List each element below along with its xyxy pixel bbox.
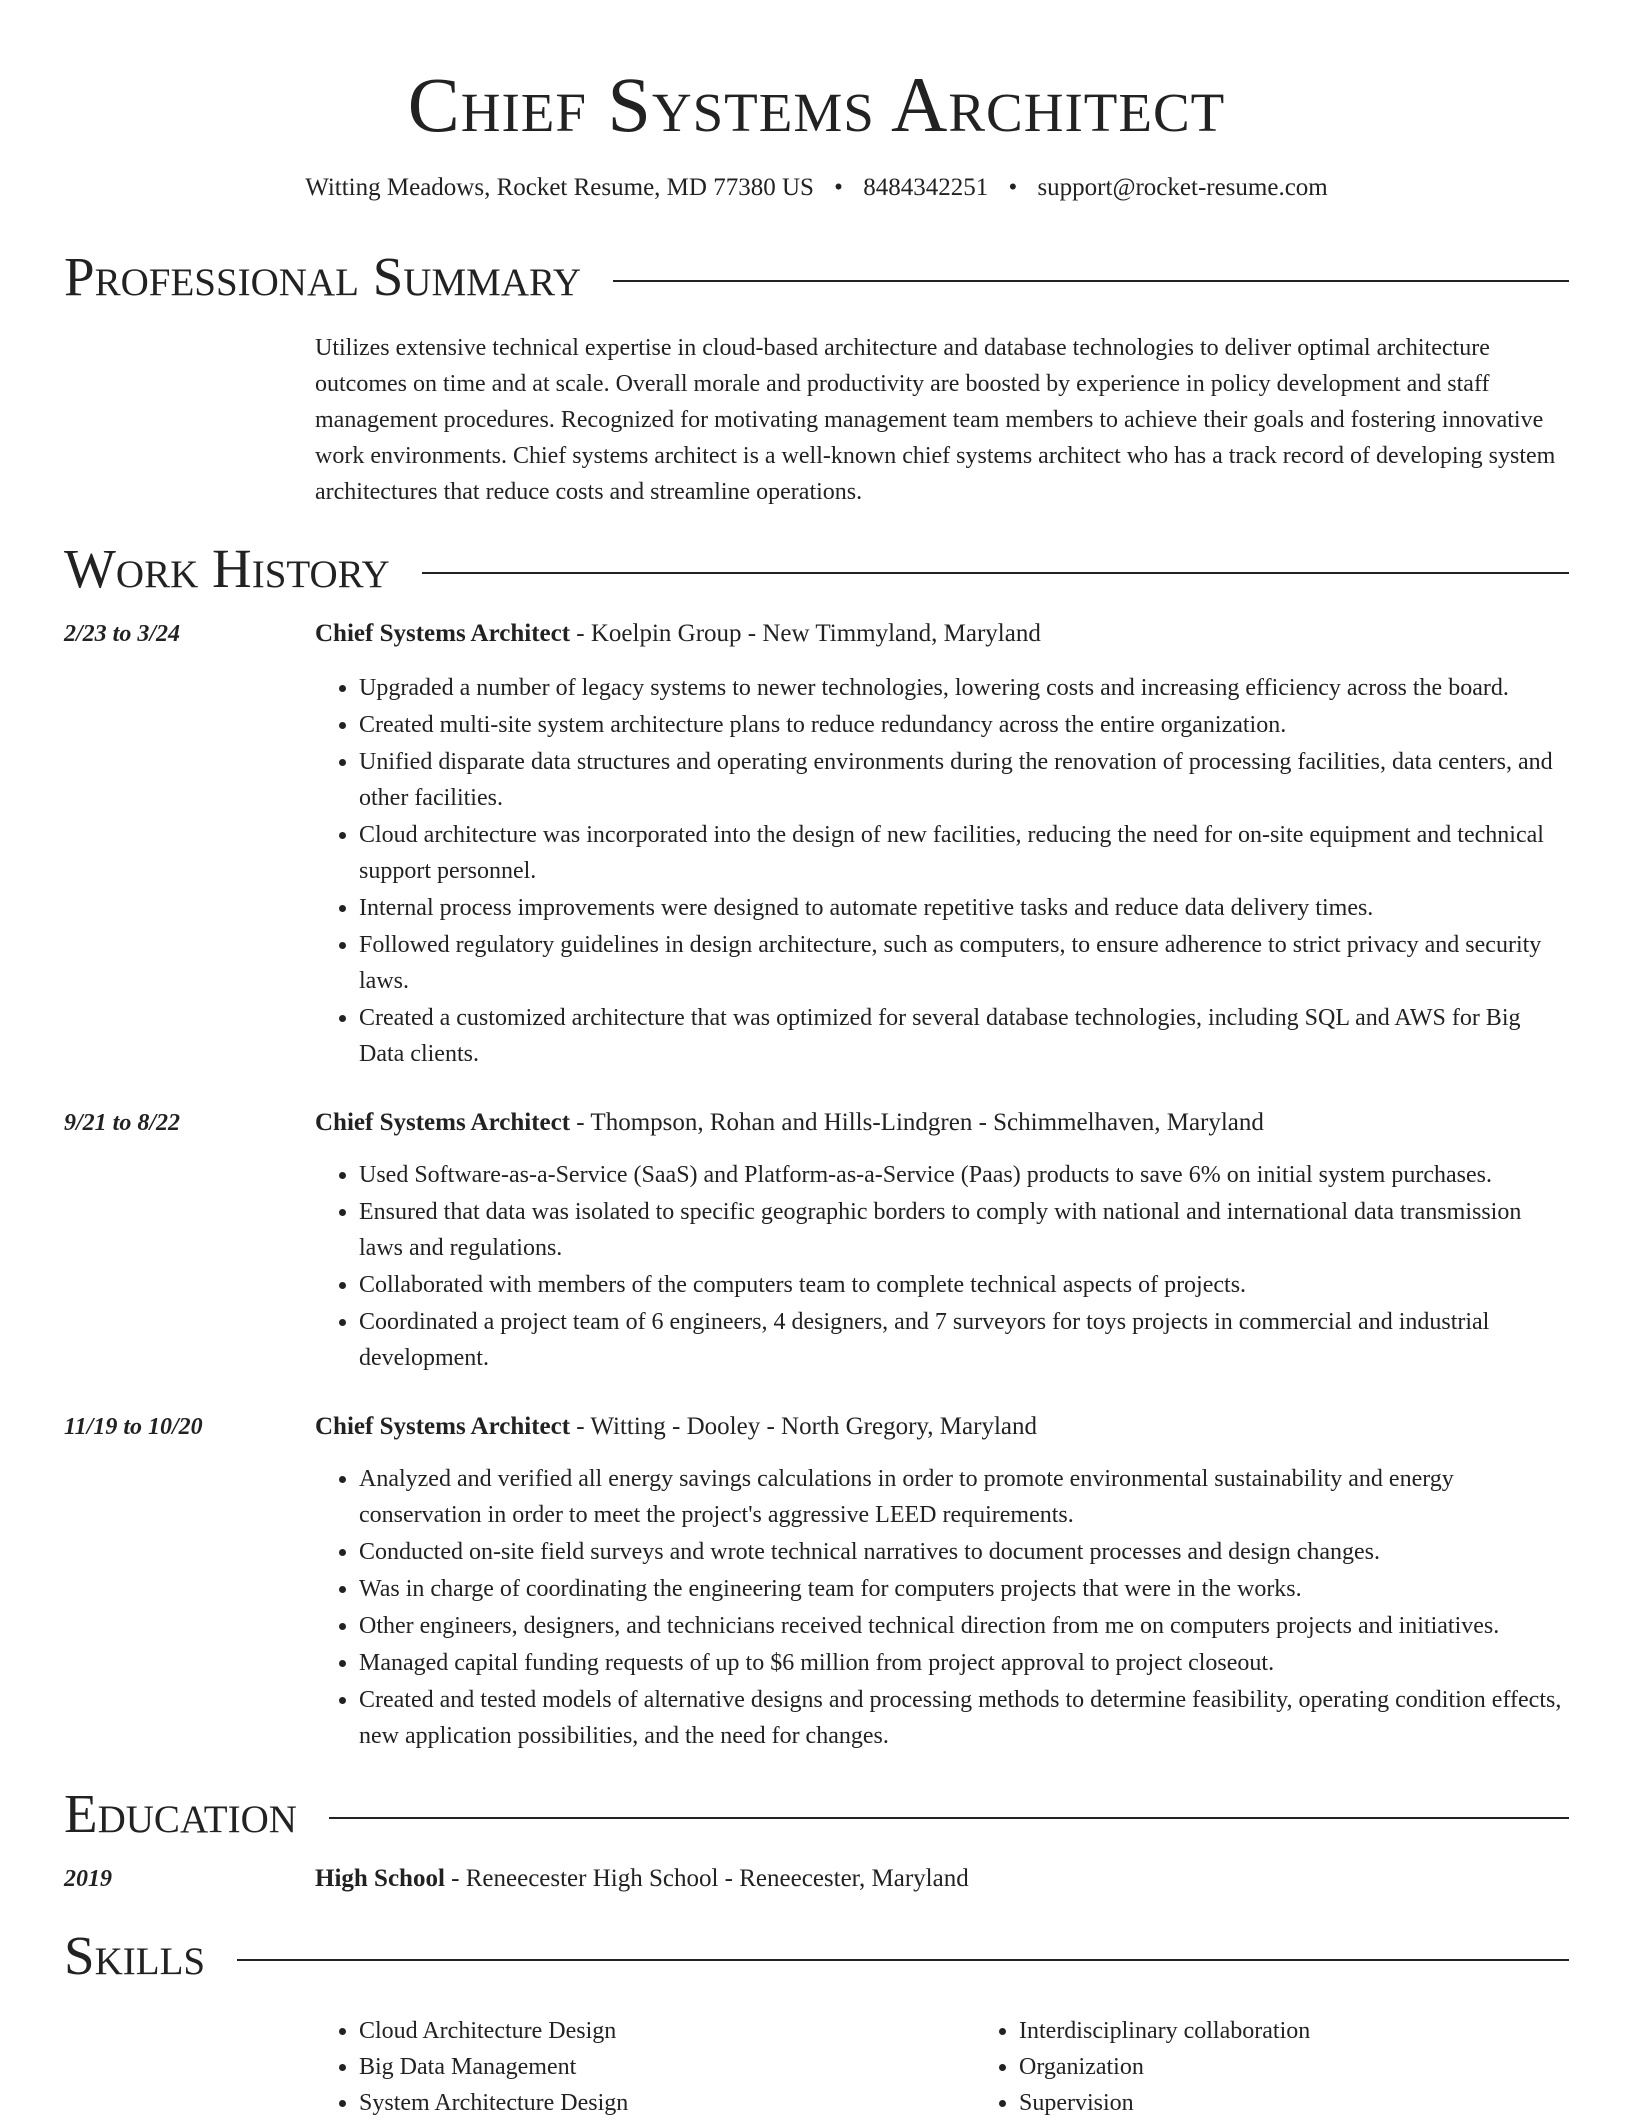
section-title-summary: Professional Summary — [64, 246, 582, 307]
job-entry — [64, 618, 1569, 1073]
summary-section — [64, 242, 1569, 510]
list-item: • Collaborated with members of the computers team to complete technical aspects of projects. — [359, 1267, 1569, 1303]
education-section — [64, 1779, 1569, 1895]
skills-section — [64, 1921, 1569, 2121]
job-bullets — [315, 670, 1569, 1072]
list-item: • Internal process improvements were designed to automate repetitive tasks and reduce data delivery times. — [359, 890, 1569, 926]
list-item: • Other engineers, designers, and technicians received technical direction from me on computers projects and initiatives. — [359, 1608, 1569, 1644]
section-header — [64, 534, 1569, 604]
job-employer-location: - Witting - Dooley - North Gregory, Maryland — [570, 1413, 1037, 1440]
summary-text: Utilizes extensive technical expertise in cloud-based architecture and database technologies to deliver optimal architecture outcomes on time and at scale. Overall morale and productivity are boosted by experience in policy development and staff management procedures. Recognized for motivating management team members to achieve their goals and fostering innovative work environments. Chief systems architect is a well-known chief systems architect who has a track record of developing system architectures that reduce costs and streamline operations. — [315, 335, 1556, 505]
job-dates: 9/21 to 8/22 — [64, 1110, 181, 1136]
contact-address: Witting Meadows, Rocket Resume, MD 77380 US — [305, 174, 814, 201]
section-divider — [237, 1959, 1569, 1961]
skill-item: • Big Data Management — [359, 2049, 975, 2085]
list-item: • Coordinated a project team of 6 engineers, 4 designers, and 7 surveyors for toys projects in commercial and industrial development. — [359, 1304, 1569, 1376]
list-item: • Created a customized architecture that was optimized for several database technologies, including SQL and AWS for Big Data clients. — [359, 1000, 1569, 1072]
list-item: • Ensured that data was isolated to specific geographic borders to comply with national and international data transmission laws and regulations. — [359, 1194, 1569, 1266]
contact-phone: 8484342251 — [863, 174, 989, 201]
skill-item: • Supervision — [1019, 2085, 1632, 2121]
section-title-skills: Skills — [64, 1925, 206, 1986]
list-item: • Used Software-as-a-Service (SaaS) and Platform-as-a-Service (Paas) products to save 6% on initial system purchases. — [359, 1157, 1569, 1193]
skills-column-left — [315, 2013, 975, 2121]
skills-row — [64, 2013, 1569, 2121]
list-item: • Unified disparate data structures and operating environments during the renovation of processing facilities, data centers, and other facilities. — [359, 744, 1569, 816]
contact-separator: • — [1008, 174, 1018, 201]
section-divider — [422, 572, 1569, 574]
resume-page — [64, 0, 1569, 2121]
education-year: 2019 — [64, 1866, 112, 1892]
job-entry — [64, 1107, 1569, 1377]
job-dates: 11/19 to 10/20 — [64, 1414, 203, 1440]
education-heading — [315, 1863, 1569, 1895]
list-item: • Followed regulatory guidelines in design architecture, such as computers, to ensure adherence to strict privacy and security laws. — [359, 927, 1569, 999]
section-divider — [613, 280, 1569, 282]
list-item: • Cloud architecture was incorporated into the design of new facilities, reducing the need for on-site equipment and technical support personnel. — [359, 817, 1569, 889]
skill-item: • Interdisciplinary collaboration — [1019, 2013, 1632, 2049]
education-entry — [64, 1863, 1569, 1895]
job-bullets — [315, 1461, 1569, 1754]
skill-item: • System Architecture Design — [359, 2085, 975, 2121]
list-item: • Upgraded a number of legacy systems to newer technologies, lowering costs and increasing efficiency across the board. — [359, 670, 1569, 706]
job-heading — [315, 1107, 1569, 1139]
skill-item: • Cloud Architecture Design — [359, 2013, 975, 2049]
job-employer-location: - Koelpin Group - New Timmyland, Maryland — [570, 620, 1041, 647]
summary-row — [64, 312, 1569, 510]
section-title-education: Education — [64, 1783, 297, 1844]
list-item: • Created multi-site system architecture plans to reduce redundancy across the entire organization. — [359, 707, 1569, 743]
list-item: • Created and tested models of alternative designs and processing methods to determine feasibility, operating condition effects, new application possibilities, and the need for changes. — [359, 1682, 1569, 1754]
list-item: • Conducted on-site field surveys and wrote technical narratives to document processes and design changes. — [359, 1534, 1569, 1570]
job-role: Chief Systems Architect — [315, 620, 571, 647]
candidate-name: Chief Systems Architect — [407, 61, 1226, 148]
list-item: • Was in charge of coordinating the engineering team for computers projects that were in the works. — [359, 1571, 1569, 1607]
section-title-work: Work History — [64, 538, 390, 599]
job-bullets — [315, 1157, 1569, 1376]
section-divider — [329, 1817, 1569, 1819]
job-role: Chief Systems Architect — [315, 1109, 571, 1136]
section-header — [64, 242, 1569, 312]
contact-line — [64, 172, 1569, 204]
skill-item: • Organization — [1019, 2049, 1632, 2085]
education-school-location: - Reneecester High School - Reneecester, Maryland — [444, 1865, 969, 1892]
section-header — [64, 1921, 1569, 1991]
contact-email: support@rocket-resume.com — [1037, 174, 1328, 201]
skills-columns — [315, 2013, 1632, 2121]
job-employer-location: - Thompson, Rohan and Hills-Lindgren - Schimmelhaven, Maryland — [570, 1109, 1264, 1136]
job-role: Chief Systems Architect — [315, 1413, 571, 1440]
job-heading — [315, 618, 1569, 650]
job-entry — [64, 1411, 1569, 1755]
education-degree: High School — [315, 1865, 445, 1892]
job-dates: 2/23 to 3/24 — [64, 621, 181, 647]
section-header — [64, 1779, 1569, 1849]
job-heading — [315, 1411, 1569, 1443]
contact-separator: • — [834, 174, 843, 201]
list-item: • Managed capital funding requests of up to $6 million from project approval to project closeout. — [359, 1645, 1569, 1681]
list-item: • Analyzed and verified all energy savings calculations in order to promote environmental sustainability and energy conservation in order to meet the project's aggressive LEED requirements. — [359, 1461, 1569, 1533]
skills-column-right — [975, 2013, 1632, 2121]
work-history-section — [64, 534, 1569, 1755]
